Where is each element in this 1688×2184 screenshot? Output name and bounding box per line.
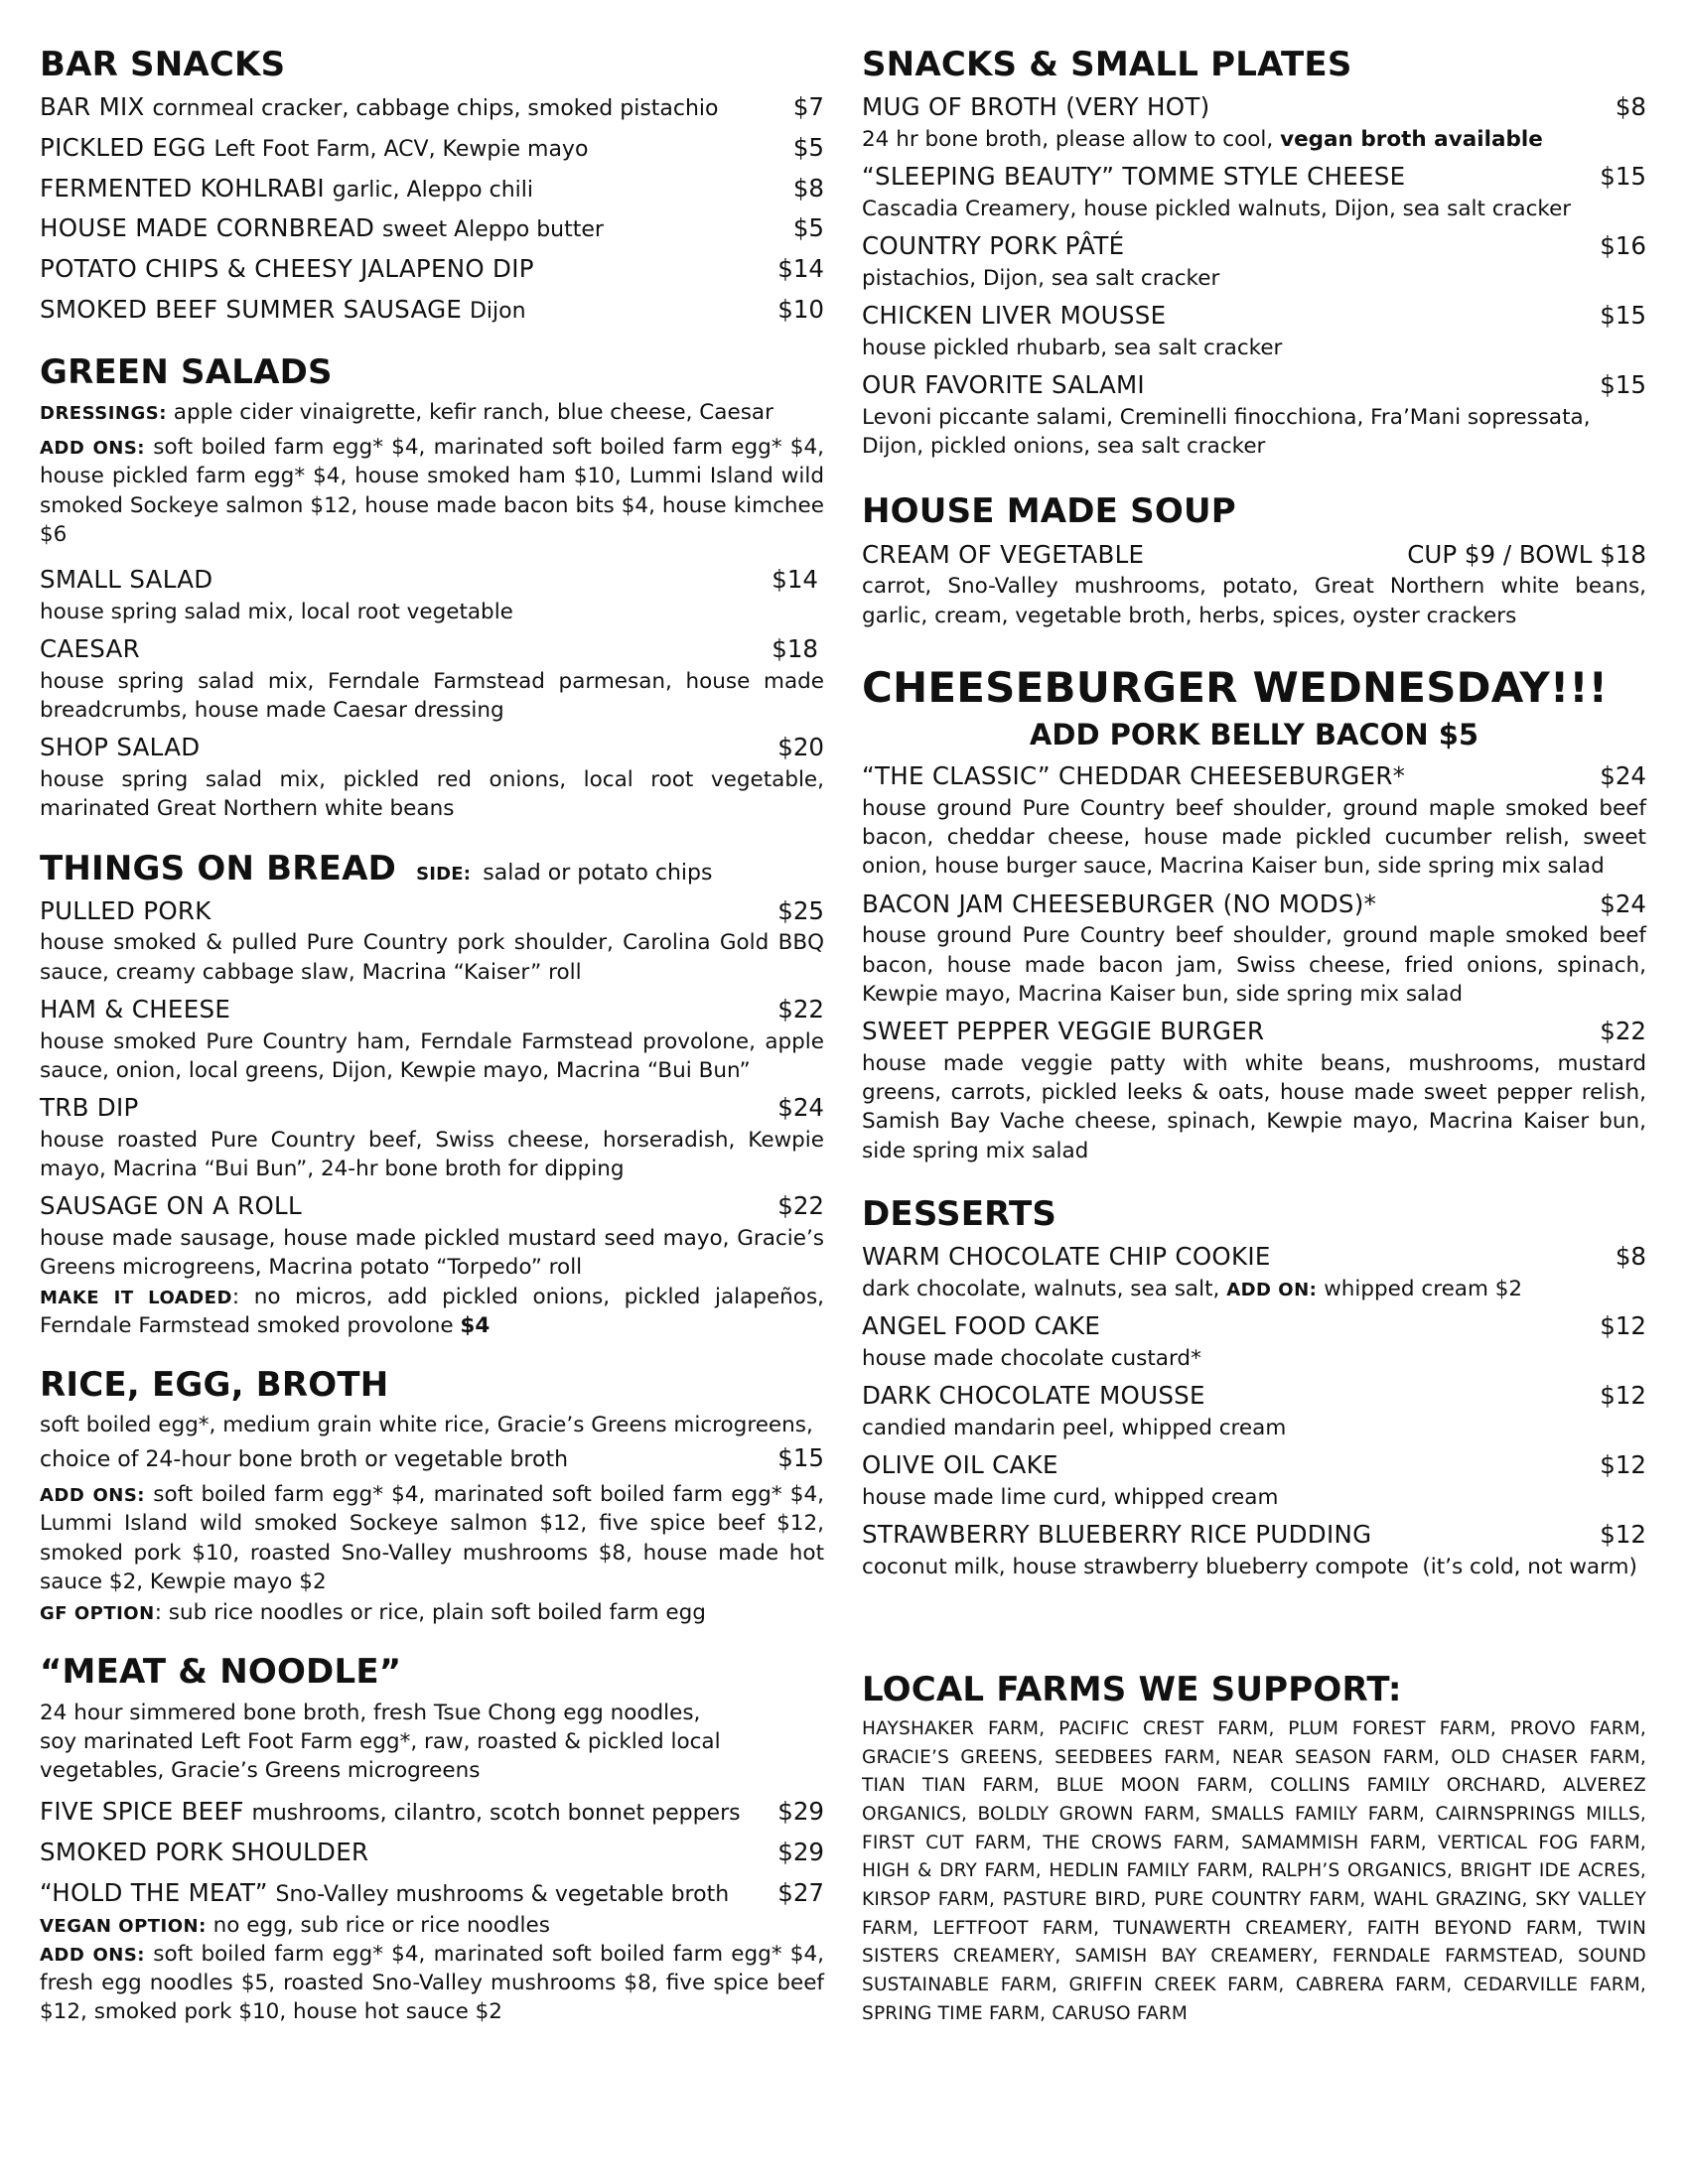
item-price: $29 <box>777 1837 824 1866</box>
item-name: COUNTRY PORK PÂTÉ <box>862 231 1125 261</box>
item-price: $22 <box>1600 1017 1646 1046</box>
section-rice-egg-broth <box>40 1366 824 1627</box>
item-name: OLIVE OIL CAKE <box>862 1449 1058 1479</box>
item-name: SMOKED BEEF SUMMER SAUSAGE <box>40 295 463 324</box>
gf-label: GF OPTION <box>40 1603 155 1625</box>
item-price: $25 <box>777 895 824 925</box>
item-desc-bold: vegan broth available <box>1280 126 1543 152</box>
menu-item <box>862 1309 1646 1344</box>
item-name: HAM & CHEESE <box>40 994 231 1024</box>
vegan-text: no egg, sub rice or rice noodles <box>212 1912 550 1938</box>
addons-text: soft boiled farm egg* $4, marinated soft boiled farm egg* $4, fresh egg noodles $5, roasted Sno-Valley mushrooms $8, five spice beef $12, smoked pork $10, house hot sauce $2 <box>40 1941 825 2025</box>
menu-item <box>862 229 1646 264</box>
section-snacks-small-plates <box>862 46 1646 461</box>
item-price: $16 <box>1600 231 1646 261</box>
noodle-desc: 24 hour simmered bone broth, fresh Tsue Chong egg noodles, soy marinated Left Foot Farm egg*, raw, roasted & pickled local vegetables, Gracie’s Greens microgreens <box>40 1700 721 1783</box>
addons-label: ADD ONS: <box>40 438 146 460</box>
rice-desc-line2 <box>40 1441 824 1476</box>
section-title: CHEESEBURGER WEDNESDAY!!! <box>862 662 1609 712</box>
item-desc: carrot, Sno-Valley mushrooms, potato, Great Northern white beans, garlic, cream, vegetable broth, herbs, spices, oyster crackers <box>862 574 1646 628</box>
item-desc <box>862 125 1646 154</box>
section-meat-noodle <box>40 1653 824 2026</box>
addon-label: ADD ON: <box>1226 1279 1318 1300</box>
item-desc: house roasted Pure Country beef, Swiss cheese, horseradish, Kewpie mayo, Macrina “Bui Bun”, 24-hr bone broth for dipping <box>40 1127 824 1182</box>
item-price: $22 <box>777 994 824 1024</box>
item-name: CREAM OF VEGETABLE <box>862 539 1145 569</box>
vegan-line <box>40 1911 824 1940</box>
menu-item <box>40 1795 824 1830</box>
section-title-colon: : <box>1387 1669 1402 1709</box>
item-price: $20 <box>777 733 824 762</box>
item-price: $24 <box>777 1093 824 1123</box>
item-desc: house made veggie patty with white beans, mushrooms, mustard greens, carrots, pickled leeks & oats, house made sweet pepper relish, Samish Bay Vache cheese, spinach, Kewpie mayo, Macrina Kaiser bun, side spring mix salad <box>862 1050 1646 1163</box>
item-name: WARM CHOCOLATE CHIP COOKIE <box>862 1241 1271 1271</box>
addons-label: ADD ONS: <box>40 1485 146 1507</box>
farms-list: HAYSHAKER FARM, PACIFIC CREST FARM, PLUM FOREST FARM, PROVO FARM, GRACIE’S GREENS, SEEDBEES FARM, NEAR SEASON FARM, OLD CHASER FARM, TIAN TIAN FARM, BLUE MOON FARM, COLLINS FAMILY ORCHARD, ALVEREZ ORGANICS, BOLDLY GROWN FARM, SMALLS FAMILY FARM, CAIRNSPRINGS MILLS, FIRST CUT FARM, THE CROWS FARM, SAMAMMISH FARM, VERTICAL FOG FARM, HIGH & DRY FARM, HEDLIN FAMILY FARM, RALPH’S ORGANICS, BRIGHT IDE ACRES, KIRSOP FARM, PASTURE BIRD, PURE COUNTRY FARM, WAHL GRAZING, SKY VALLEY FARM, LEFTFOOT FARM, TUNAWERTH CREAMERY, FAITH BEYOND FARM, TWIN SISTERS CREAMERY, SAMISH BAY CREAMERY, FERNDALE FARMSTEAD, SOUND SUSTAINABLE FARM, GRIFFIN CREEK FARM, CABRERA FARM, CEDARVILLE FARM, SPRING TIME FARM, CARUSO FARM <box>862 1718 1646 2024</box>
item-name: SAUSAGE ON A ROLL <box>40 1191 302 1221</box>
gf-line <box>40 1598 824 1627</box>
section-soup <box>862 492 1646 629</box>
item-price: $5 <box>792 213 824 243</box>
item-price: $8 <box>1615 92 1646 122</box>
item-price: $15 <box>1600 301 1646 331</box>
item-name: MUG OF BROTH (VERY HOT) <box>862 92 1210 122</box>
item-name: PICKLED EGG <box>40 132 207 162</box>
item-desc: mushrooms, cilantro, scotch bonnet peppers <box>251 1801 741 1827</box>
item-name: SMOKED PORK SHOULDER <box>40 1837 369 1866</box>
item-price: $24 <box>1600 888 1646 918</box>
menu-item <box>862 759 1646 794</box>
item-name: BACON JAM CHEESEBURGER (NO MODS)* <box>862 888 1377 918</box>
item-name: FIVE SPICE BEEF <box>40 1797 244 1827</box>
item-name: SHOP SALAD <box>40 733 201 762</box>
item-price: CUP $9 / BOWL $18 <box>1407 539 1646 569</box>
gf-text: : sub rice noodles or rice, plain soft boiled farm egg <box>154 1600 706 1626</box>
item-name: CHICKEN LIVER MOUSSE <box>862 301 1167 331</box>
item-desc: house ground Pure Country beef shoulder, ground maple smoked beef bacon, cheddar cheese, house made pickled cucumber relish, sweet onion, house burger sauce, Macrina Kaiser bun, side spring mix salad <box>862 795 1646 880</box>
menu-item <box>40 211 824 246</box>
item-price: $8 <box>792 173 824 203</box>
item-desc: Cascadia Creamery, house pickled walnuts, Dijon, sea salt cracker <box>862 196 1572 221</box>
item-price: $27 <box>777 1877 824 1907</box>
item-desc: house spring salad mix, pickled red onions, local root vegetable, marinated Great Northern white beans <box>40 767 824 822</box>
item-name: DARK CHOCOLATE MOUSSE <box>862 1380 1205 1410</box>
item-desc: Levoni piccante salami, Creminelli finocchiona, Fra’Mani sopressata, Dijon, pickled onions, sea salt cracker <box>862 404 1591 460</box>
item-desc: cornmeal cracker, cabbage chips, smoked pistachio <box>152 96 719 122</box>
menu-item <box>40 131 824 166</box>
section-subtitle: ADD PORK BELLY BACON $5 <box>1029 718 1479 752</box>
section-title: RICE, EGG, BROTH <box>40 1365 389 1406</box>
item-desc: house ground Pure Country beef shoulder, ground maple smoked beef bacon, house made bacon jam, Swiss cheese, fried onions, spinach, Kewpie mayo, Macrina Kaiser bun, side spring mix salad <box>862 923 1646 1007</box>
dressings-line <box>40 398 824 427</box>
item-price: $10 <box>777 295 824 324</box>
menu-item <box>862 368 1646 403</box>
item-price: $29 <box>777 1797 824 1827</box>
item-name: “HOLD THE MEAT” <box>40 1877 268 1907</box>
dressings-label: DRESSINGS: <box>40 402 167 424</box>
menu-item <box>40 894 824 929</box>
item-name: POTATO CHIPS & CHEESY JALAPENO DIP <box>40 254 534 284</box>
menu-item <box>40 1836 824 1870</box>
menu-item <box>40 1189 824 1224</box>
loaded-price: $4 <box>460 1312 491 1338</box>
item-desc: house smoked Pure Country ham, Ferndale Farmstead provolone, apple sauce, onion, local greens, Dijon, Kewpie mayo, Macrina “Bui Bun” <box>40 1028 824 1083</box>
dressings-text: apple cider vinaigrette, kefir ranch, blue cheese, Caesar <box>173 399 774 425</box>
addons-line <box>40 1480 824 1596</box>
side-label: SIDE: <box>416 863 472 885</box>
menu-item <box>862 160 1646 195</box>
menu-item <box>40 293 824 328</box>
item-desc: house made lime curd, whipped cream <box>862 1484 1279 1510</box>
menu-item <box>862 1518 1646 1553</box>
item-price: $18 <box>772 634 818 664</box>
item-name: PULLED PORK <box>40 895 211 925</box>
section-title <box>40 850 824 888</box>
item-name: ANGEL FOOD CAKE <box>862 1310 1101 1340</box>
item-price: $5 <box>792 132 824 162</box>
item-price: $14 <box>777 254 824 284</box>
item-desc: house pickled rhubarb, sea salt cracker <box>862 335 1283 360</box>
section-bar-snacks <box>40 46 824 328</box>
item-name: FERMENTED KOHLRABI <box>40 173 325 203</box>
menu-item <box>862 1015 1646 1049</box>
item-desc: house smoked & pulled Pure Country pork shoulder, Carolina Gold BBQ sauce, creamy cabbage slaw, Macrina “Kaiser” roll <box>40 930 824 985</box>
item-price: $8 <box>1615 1241 1646 1271</box>
section-title <box>862 1671 1646 1709</box>
section-title: HOUSE MADE SOUP <box>862 491 1236 532</box>
addon-text: whipped cream $2 <box>1324 1276 1523 1301</box>
rice-desc-line1: soft boiled egg*, medium grain white rice, Gracie’s Greens microgreens, <box>40 1413 813 1438</box>
item-name: OUR FAVORITE SALAMI <box>862 370 1145 400</box>
item-price: $7 <box>792 92 824 122</box>
item-price: $12 <box>1600 1449 1646 1479</box>
addons-label: ADD ONS: <box>40 1944 146 1966</box>
item-desc: Sno-Valley mushrooms & vegetable broth <box>275 1881 730 1907</box>
section-title-text: THINGS ON BREAD <box>40 848 397 888</box>
item-name: SWEET PEPPER VEGGIE BURGER <box>862 1017 1265 1046</box>
menu-item <box>862 299 1646 334</box>
menu-item <box>40 563 824 598</box>
item-price: $12 <box>1600 1519 1646 1549</box>
left-column <box>40 46 824 2052</box>
item-desc: coconut milk, house strawberry blueberry compote (it’s cold, not warm) <box>862 1554 1637 1579</box>
section-title: BAR SNACKS <box>40 45 286 84</box>
section-title: SNACKS & SMALL PLATES <box>862 45 1352 84</box>
addons-line <box>40 433 824 549</box>
section-title: DESSERTS <box>862 1193 1057 1234</box>
section-things-on-bread <box>40 850 824 1341</box>
loaded-line <box>40 1283 824 1340</box>
menu-item <box>862 1379 1646 1414</box>
item-price: $14 <box>772 565 818 595</box>
item-name: “THE CLASSIC” CHEDDAR CHEESEBURGER* <box>862 761 1406 791</box>
item-price: $15 <box>1600 162 1646 192</box>
item-name: CAESAR <box>40 634 140 664</box>
item-desc: Dijon <box>469 299 526 324</box>
item-name: “SLEEPING BEAUTY” TOMME STYLE CHEESE <box>862 162 1406 192</box>
menu-item <box>40 1876 824 1911</box>
item-price: $12 <box>1600 1380 1646 1410</box>
item-name: HOUSE MADE CORNBREAD <box>40 213 375 243</box>
item-name: TRB DIP <box>40 1093 139 1123</box>
item-price: $15 <box>1600 370 1646 400</box>
section-local-farms <box>862 1671 1646 2028</box>
side-text: salad or potato chips <box>483 860 713 886</box>
section-title: “MEAT & NOODLE” <box>40 1652 402 1693</box>
menu-item <box>40 90 824 125</box>
item-desc: house made chocolate custard* <box>862 1345 1201 1371</box>
item-desc: garlic, Aleppo chili <box>332 177 534 203</box>
item-price: $24 <box>1600 761 1646 791</box>
section-cheeseburger <box>862 664 1646 1165</box>
menu-item <box>862 1240 1646 1275</box>
item-desc: Left Foot Farm, ACV, Kewpie mayo <box>213 136 589 162</box>
loaded-text: : no micros, add pickled onions, pickled jalapeños, Ferndale Farmstead smoked provolone <box>40 1284 824 1338</box>
item-price: $22 <box>777 1191 824 1221</box>
item-name: BAR MIX <box>40 92 145 122</box>
menu-item <box>862 90 1646 125</box>
addons-line <box>40 1940 824 2027</box>
item-name: STRAWBERRY BLUEBERRY RICE PUDDING <box>862 1519 1372 1549</box>
menu-item <box>40 731 824 765</box>
loaded-label: MAKE IT LOADED <box>40 1287 232 1308</box>
menu-item <box>862 538 1646 573</box>
menu-item <box>862 887 1646 922</box>
vegan-label: VEGAN OPTION: <box>40 1915 207 1937</box>
item-desc-text: dark chocolate, walnuts, sea salt, <box>862 1276 1220 1301</box>
menu-item <box>40 172 824 206</box>
section-desserts <box>862 1195 1646 1581</box>
menu-item <box>40 1091 824 1126</box>
item-price: $12 <box>1600 1310 1646 1340</box>
menu-item <box>40 632 824 667</box>
item-price: $15 <box>777 1443 824 1473</box>
section-green-salads <box>40 353 824 824</box>
item-name: SMALL SALAD <box>40 565 213 595</box>
addons-text: soft boiled farm egg* $4, marinated soft boiled farm egg* $4, Lummi Island wild smoked Sockeye salmon $12, five spice beef $12, smoked pork $10, roasted Sno-Valley mushrooms $8, house made hot sauce $2, Kewpie mayo $2 <box>40 1482 825 1594</box>
rice-desc-text: choice of 24-hour bone broth or vegetable broth <box>40 1447 569 1473</box>
section-title-text: LOCAL FARMS WE SUPPORT <box>862 1669 1388 1709</box>
item-desc: house spring salad mix, local root vegetable <box>40 599 513 624</box>
item-desc-text: 24 hr bone broth, please allow to cool, <box>862 126 1274 152</box>
item-desc: candied mandarin peel, whipped cream <box>862 1415 1287 1440</box>
menu-item <box>862 1448 1646 1483</box>
menu-item <box>40 252 824 287</box>
section-title: GREEN SALADS <box>40 351 333 392</box>
menu-item <box>40 993 824 1027</box>
right-column <box>862 46 1646 2054</box>
item-desc: pistachios, Dijon, sea salt cracker <box>862 265 1220 291</box>
addons-text: soft boiled farm egg* $4, marinated soft boiled farm egg* $4, house pickled farm egg* $4, house smoked ham $10, Lummi Island wild smoked Sockeye salmon $12, house made bacon bits $4, house kimchee $6 <box>40 435 825 547</box>
item-desc: house made sausage, house made pickled mustard seed mayo, Gracie’s Greens microgreens, Macrina potato “Torpedo” roll <box>40 1226 824 1281</box>
item-desc: house spring salad mix, Ferndale Farmstead parmesan, house made breadcrumbs, house made Caesar dressing <box>40 668 824 724</box>
item-desc: sweet Aleppo butter <box>381 217 604 243</box>
item-desc <box>862 1275 1646 1303</box>
